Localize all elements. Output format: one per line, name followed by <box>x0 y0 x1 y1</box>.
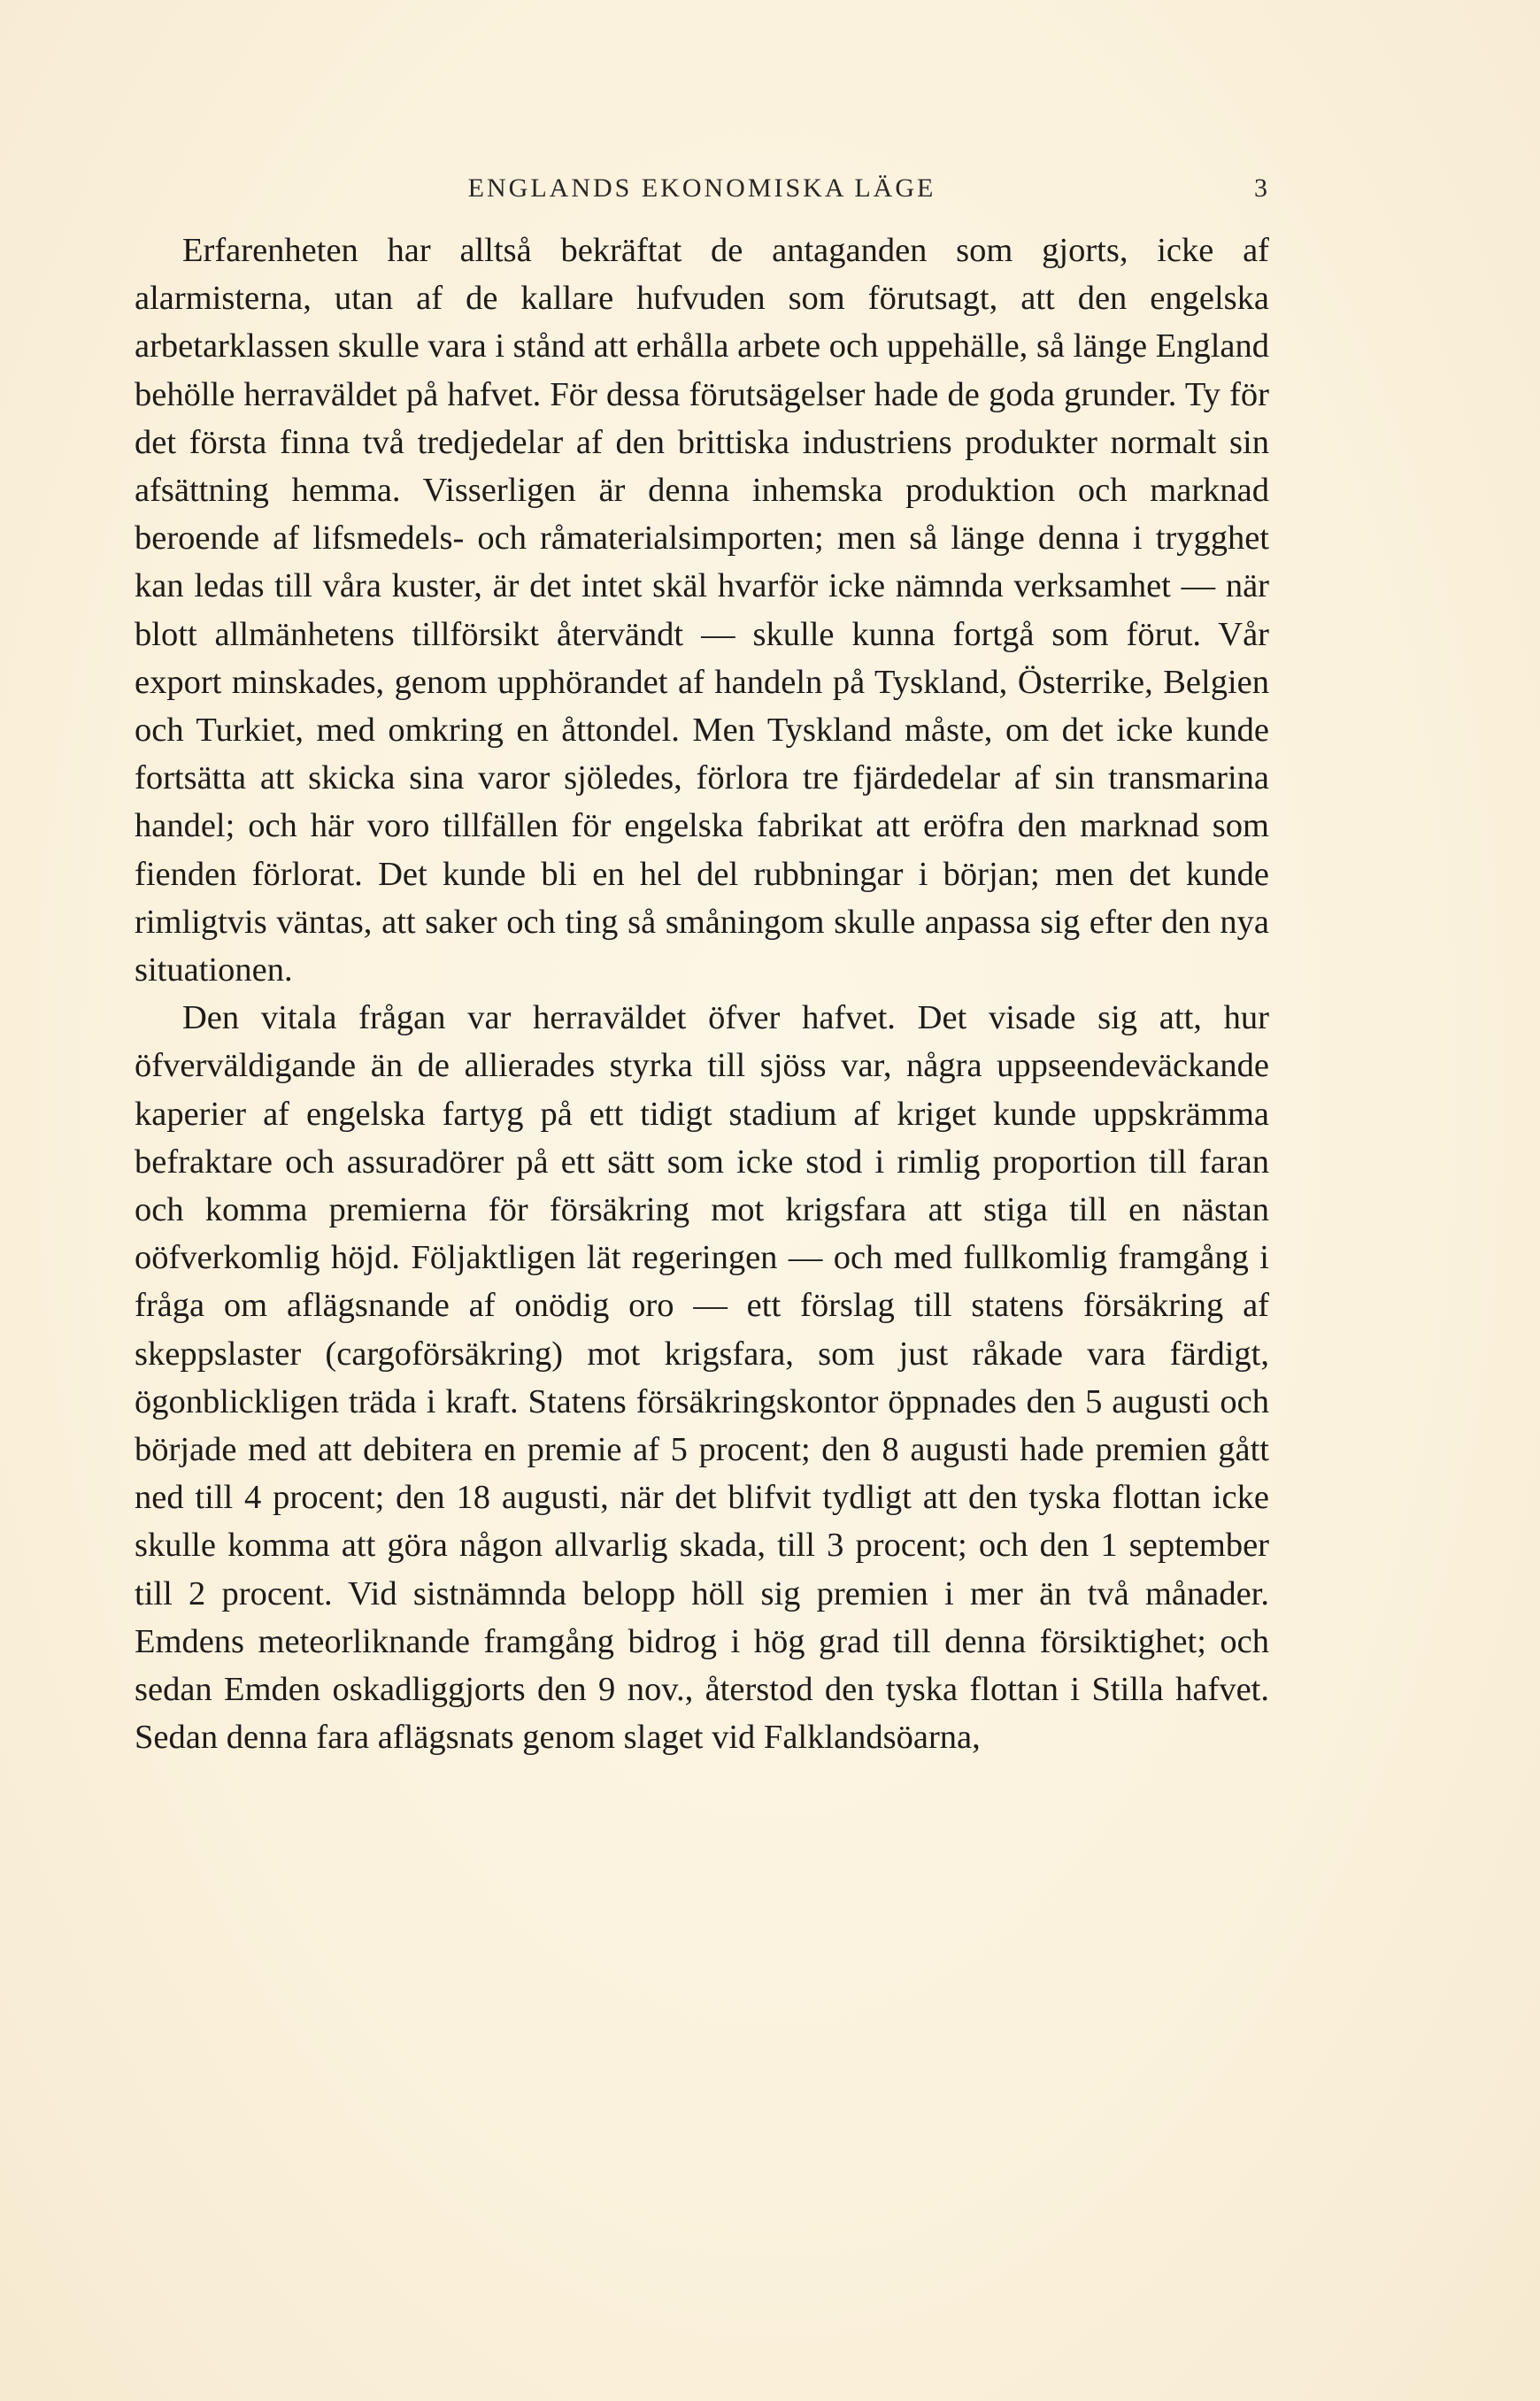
page-number: 3 <box>1254 173 1267 203</box>
body-text <box>135 227 1269 1762</box>
paragraph: Erfarenheten har alltså bekräftat de antaganden som gjorts, icke af alarmisterna, utan af de kallare hufvuden som förutsagt, att den engelska arbetarklassen skulle vara i stånd att erhålla arbete och uppehälle, så länge England behölle herraväldet på hafvet. För dessa förutsägelser hade de goda grunder. Ty för det första finna två tredjedelar af den brittiska industriens produkter normalt sin afsättning hemma. Visserligen är denna inhemska produktion och marknad beroende af lifsmedels- och råmaterialsimporten; men så länge denna i trygghet kan ledas till våra kuster, är det intet skäl hvarför icke nämnda verksamhet — när blott allmänhetens tillförsikt återvändt — skulle kunna fortgå som förut. Vår export minskades, genom upphörandet af handeln på Tyskland, Österrike, Belgien och Turkiet, med omkring en åttondel. Men Tyskland måste, om det icke kunde fortsätta att skicka sina varor sjöledes, förlora tre fjärdedelar af sin transmarina handel; och här voro tillfällen för engelska fabrikat att eröfra den marknad som fienden förlorat. Det kunde bli en hel del rubbningar i början; men det kunde rimligtvis väntas, att saker och ting så småningom skulle anpassa sig efter den nya situationen. <box>135 232 1269 989</box>
paragraph: Den vitala frågan var herraväldet öfver hafvet. Det visade sig att, hur öfverväldigande än de allierades styrka till sjöss var, några uppseendeväckande kaperier af engelska fartyg på ett tidigt stadium af kriget kunde uppskrämma befraktare och assuradörer på ett sätt som icke stod i rimlig proportion till faran och komma premierna för försäkring mot krigsfara att stiga till en nästan oöfverkomlig höjd. Följaktligen lät regeringen — och med fullkomlig framgång i fråga om aflägsnande af onödig oro — ett förslag till statens försäkring af skeppslaster (cargoförsäkring) mot krigsfara, som just råkade vara färdigt, ögonblickligen träda i kraft. Statens försäkringskontor öppnades den 5 augusti och började med att debitera en premie af 5 procent; den 8 augusti hade premien gått ned till 4 procent; den 18 augusti, när det blifvit tydligt att den tyska flottan icke skulle komma att göra någon allvarlig skada, till 3 procent; och den 1 september till 2 procent. Vid sistnämnda belopp höll sig premien i mer än två månader. Emdens meteorliknande framgång bidrog i hög grad till denna försiktighet; och sedan Emden oskadliggjorts den 9 nov., återstod den tyska flottan i Stilla hafvet. Sedan denna fara aflägsnats genom slaget vid Falklandsöarna, <box>135 999 1269 1757</box>
running-title: ENGLANDS EKONOMISKA LÄGE <box>467 173 936 203</box>
page-header <box>136 170 1267 216</box>
